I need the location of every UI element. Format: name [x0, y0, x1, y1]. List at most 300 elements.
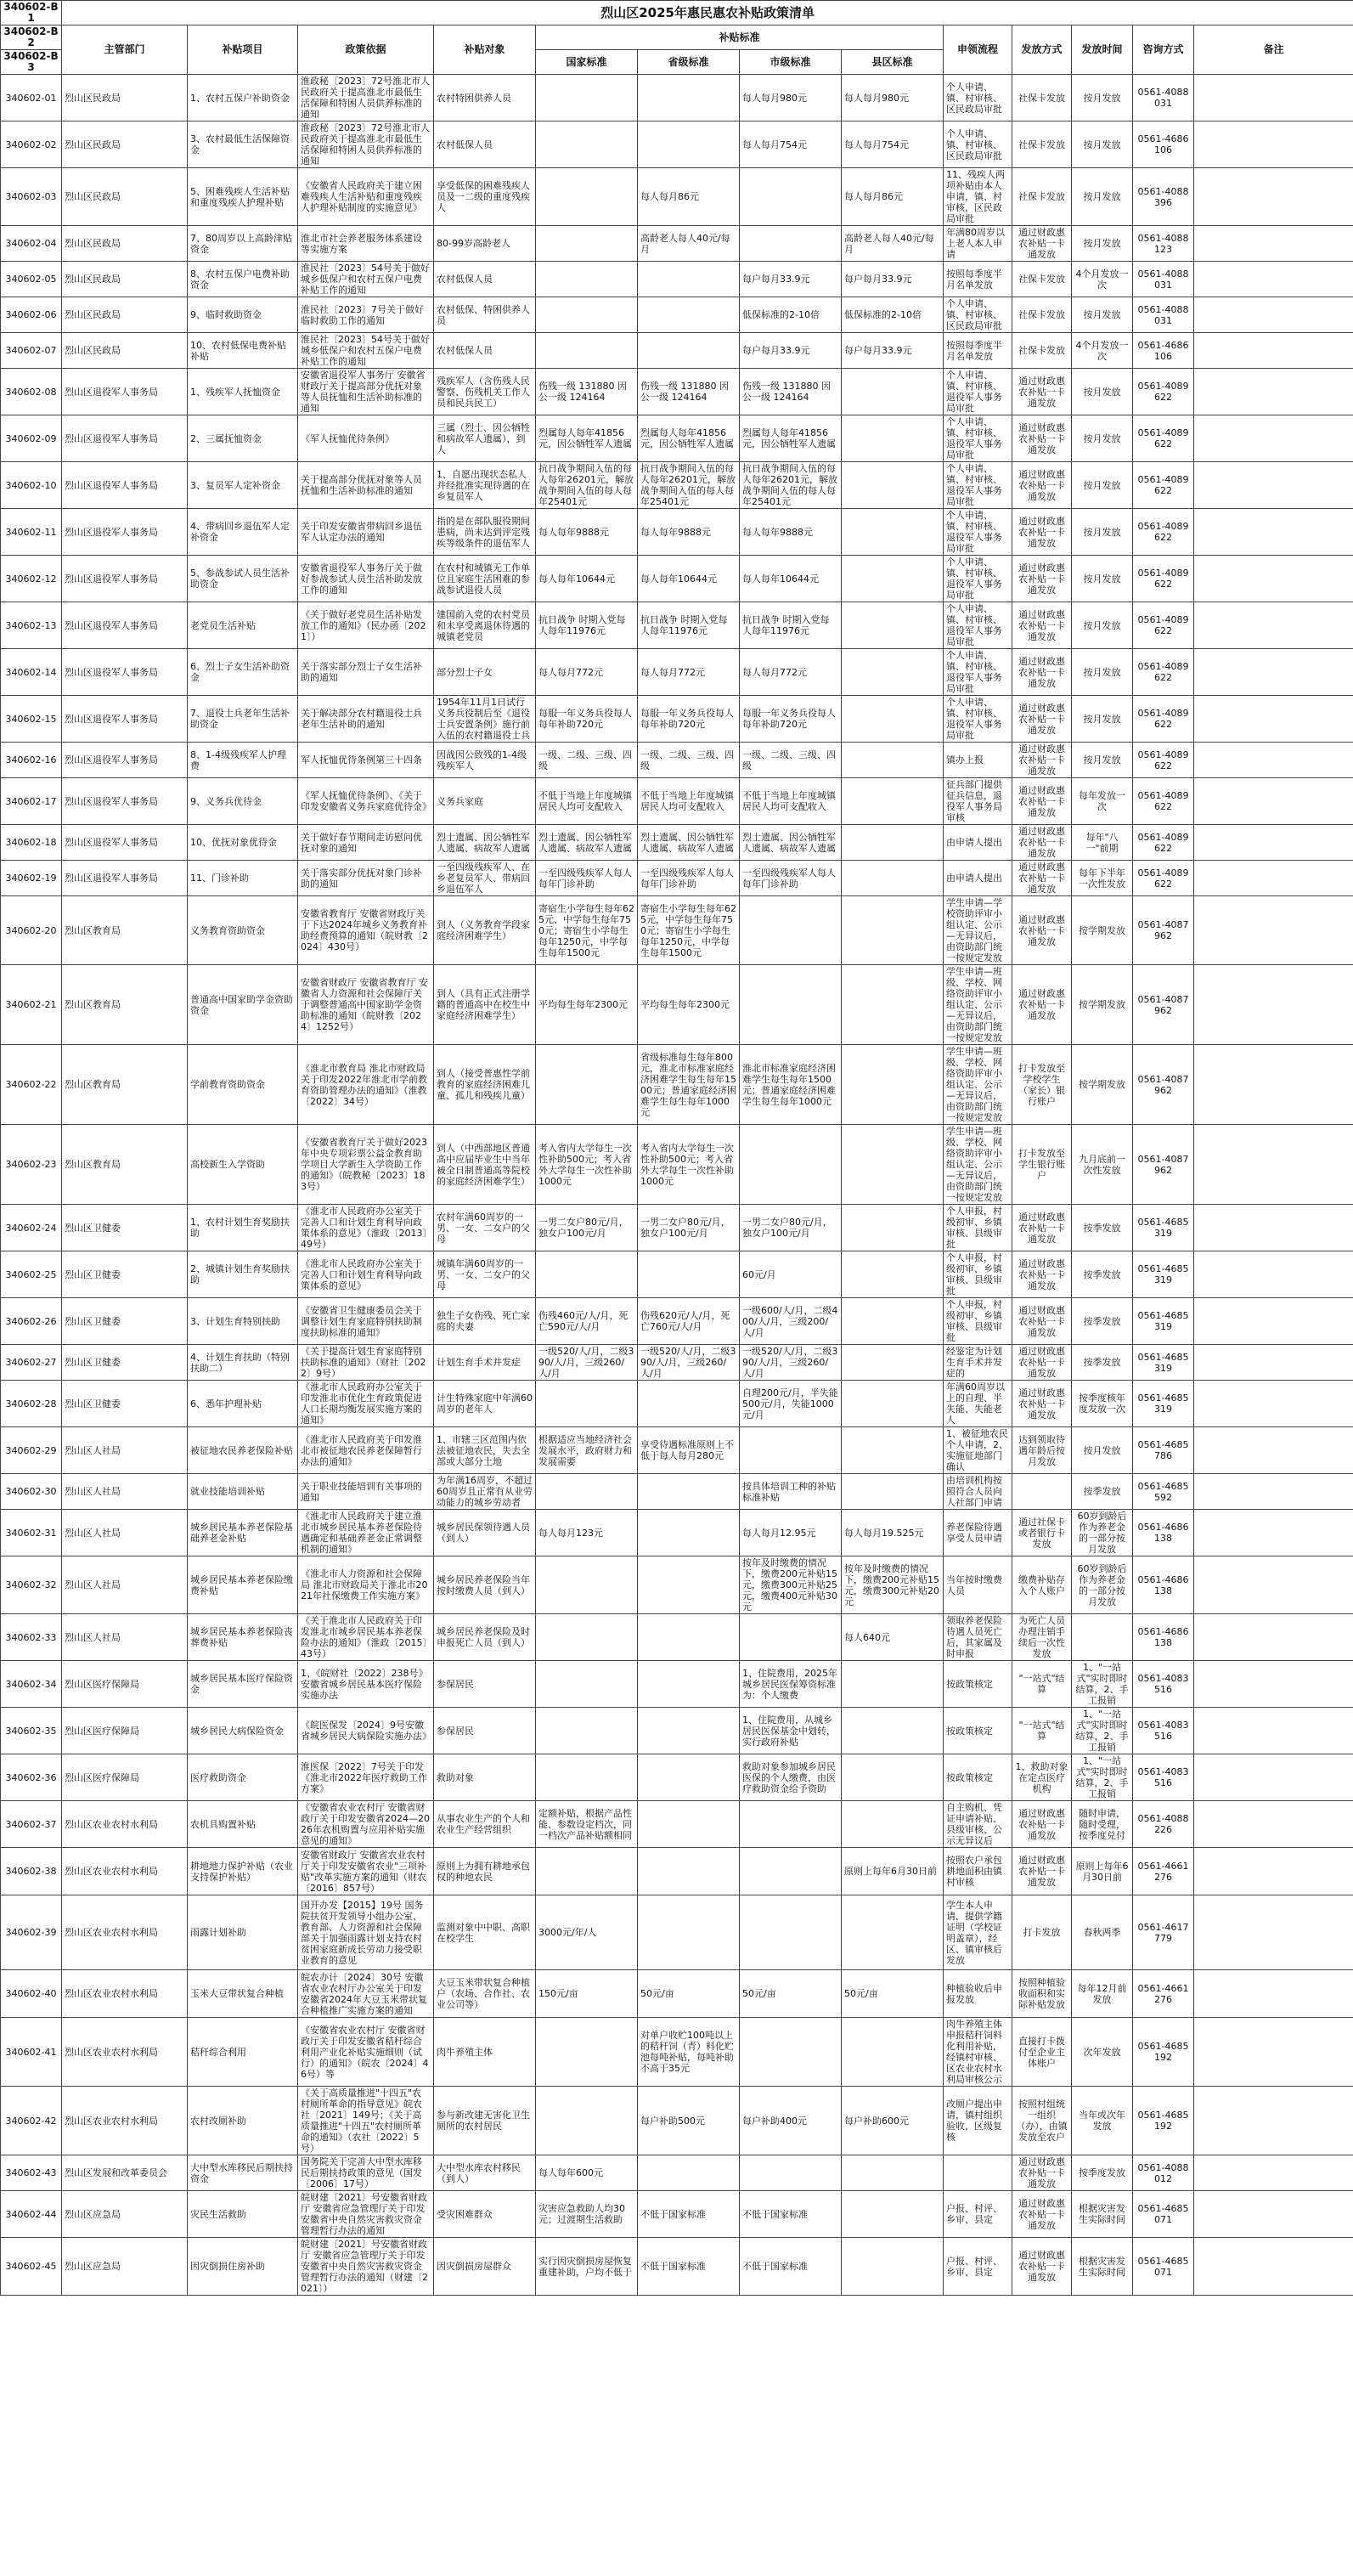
row-target: 因灾倒损房屋群众 [434, 2238, 536, 2296]
row-item: 大中型水库移民后期扶持资金 [188, 2155, 298, 2191]
row-dept: 烈山区民政局 [62, 333, 188, 369]
row-provincial: 抗日战争期间入伍的每人每年26201元，解放战争期间入伍的每人每年25401元 [638, 462, 740, 509]
row-item: 9、临时救助资金 [188, 297, 298, 333]
header-county: 县区标准 [842, 50, 944, 75]
row-target: 参保居民 [434, 1661, 536, 1708]
row-method: 为死亡人员办理注销手续后一次性发放 [1012, 1614, 1072, 1661]
row-target: 农村低保人员 [434, 333, 536, 369]
row-method: 通过财政惠农补贴一卡通发放 [1012, 1251, 1072, 1298]
row-national: 不低于当地上年度城镇居民人均可支配收入 [536, 778, 638, 825]
row-dept: 烈山区人社局 [62, 1510, 188, 1556]
row-basis: 《关于高质量推进"十四五"农村厕所革命的指导意见》皖农社〔2021〕149号；《关于高质量推进"十四五"农村厕所革命的通知》（农社〔2022〕5号） [298, 2087, 434, 2155]
row-provincial: 对单户收贮100吨以上的秸秆饲（青）料化贮池每吨补贴，每吨补助不高于35元 [638, 2018, 740, 2087]
row-time: 按月发放 [1072, 75, 1133, 121]
row-dept: 烈山区退役军人事务局 [62, 825, 188, 861]
row-code: 340602-21 [1, 965, 62, 1045]
row-national [536, 297, 638, 333]
row-provincial [638, 75, 740, 121]
row-note [1194, 1045, 1353, 1125]
row-provincial [638, 1251, 740, 1298]
row-city [740, 965, 842, 1045]
row-provincial: 伤残一级 131880 因公一级 124164 [638, 369, 740, 415]
row-note [1194, 226, 1353, 262]
row-target: 80-99岁高龄老人 [434, 226, 536, 262]
row-code: 340602-01 [1, 75, 62, 121]
row-basis: 《淮北市人民政府关于建立淮北市城乡居民基本养老保险待遇确定和基础养老金正常调整机制的通知》 [298, 1510, 434, 1556]
row-time: 按月发放 [1072, 1427, 1133, 1474]
row-basis: 国开办发【2015】19号 国务院扶贫开发领导小组办公室、教育部、人力资源和社会保障部关于加强雨露计划支持农村贫困家庭新成长劳动力接受职业教育的意见 [298, 1895, 434, 1970]
row-method: 通过财政惠农补贴一卡通发放 [1012, 2191, 1072, 2238]
row-note [1194, 649, 1353, 696]
row-time: 按月发放 [1072, 121, 1133, 168]
row-county [842, 1345, 944, 1381]
row-national [536, 2018, 638, 2087]
row-item: 1、农村五保户补助资金 [188, 75, 298, 121]
row-item: 4、带病回乡退伍军人定补资金 [188, 509, 298, 556]
row-county [842, 1661, 944, 1708]
table-row [1, 369, 1353, 415]
row-time: 4个月发放一次 [1072, 262, 1133, 297]
table-row [1, 1251, 1353, 1298]
row-process: 个人申请、镇、村审核、区民政局审批 [944, 75, 1012, 121]
row-contact: 0561-4685319 [1133, 1205, 1194, 1251]
row-dept: 烈山区卫健委 [62, 1381, 188, 1427]
row-target: 义务兵家庭 [434, 778, 536, 825]
row-item: 8、1-4级残疾军人护理费 [188, 743, 298, 778]
row-note [1194, 1708, 1353, 1754]
row-target: 残疾军人（含伤残人民警察、伤残机关工作人员和民兵民工） [434, 369, 536, 415]
row-county: 每人每月980元 [842, 75, 944, 121]
row-process: 年满60周岁以上的自理、半失能、失能老人 [944, 1381, 1012, 1427]
row-county [842, 1427, 944, 1474]
row-national: 实行因灾倒损房屋恢复重建补助，户均不低于 [536, 2238, 638, 2296]
row-time: 按季发放 [1072, 1205, 1133, 1251]
row-method: 通过财政惠农补贴一卡通发放 [1012, 896, 1072, 965]
row-national [536, 1251, 638, 1298]
row-method: 通过财政惠农补贴一卡通发放 [1012, 226, 1072, 262]
row-time: 次年发放 [1072, 2018, 1133, 2087]
row-basis: 《安徽省人民政府关于建立困难残疾人生活补贴和重度残疾人护理补贴制度的实施意见》 [298, 168, 434, 226]
row-process: 种植验收后申报发放 [944, 1970, 1012, 2018]
row-county [842, 1125, 944, 1205]
row-provincial [638, 1708, 740, 1754]
row-method: 打卡发放至学生银行账户 [1012, 1125, 1072, 1205]
row-process: 个人申请、镇、村审核、退役军人事务局审批 [944, 509, 1012, 556]
row-process: 经鉴定为计划生育手术并发症的 [944, 1345, 1012, 1381]
row-basis: 关于提高部分优抚对象等人员抚恤和生活补助标准的通知 [298, 462, 434, 509]
row-target: 在农村和城镇无工作单位且家庭生活困难的参战参试退役人员 [434, 556, 536, 602]
row-basis: 皖财建〔2021〕号安徽省财政厅 安徽省应急管理厅关于印发安徽省中央自然灾害救灾资金管理暂行办法的通知 [298, 2191, 434, 2238]
row-dept: 烈山区医疗保障局 [62, 1754, 188, 1801]
table-row [1, 1895, 1353, 1970]
row-time: 九月底前一次性发放 [1072, 1125, 1133, 1205]
table-row [1, 2087, 1353, 2155]
row-dept: 烈山区卫健委 [62, 1345, 188, 1381]
row-process: 年满80周岁以上老人本人申请 [944, 226, 1012, 262]
row-dept: 烈山区人社局 [62, 1556, 188, 1614]
row-method: 社保卡发放 [1012, 168, 1072, 226]
row-city: 每户补助400元 [740, 2087, 842, 2155]
row-city: 不低于国家标准 [740, 2191, 842, 2238]
row-time: 根据灾害发生实际时间 [1072, 2238, 1133, 2296]
row-county [842, 1045, 944, 1125]
row-code: 340602-37 [1, 1801, 62, 1848]
row-provincial [638, 1510, 740, 1556]
row-county [842, 2155, 944, 2191]
row-national: 抗日战争期间入伍的每人每年26201元，解放战争期间入伍的每人每年25401元 [536, 462, 638, 509]
row-time [1072, 1614, 1133, 1661]
row-method: 通过财政惠农补贴一卡通发放 [1012, 1801, 1072, 1848]
row-time: 按月发放 [1072, 743, 1133, 778]
row-national [536, 75, 638, 121]
row-national [536, 2087, 638, 2155]
header-contact: 咨询方式 [1133, 25, 1194, 75]
row-note [1194, 333, 1353, 369]
row-code: 340602-16 [1, 743, 62, 778]
row-city: 抗日战争 时期入党每人每年11976元 [740, 602, 842, 649]
row-target: 肉牛养殖主体 [434, 2018, 536, 2087]
row-city [740, 1801, 842, 1848]
row-time: 每年"八一"前期 [1072, 825, 1133, 861]
row-provincial [638, 262, 740, 297]
row-target: 城乡居民养老保险当年按时缴费人员（到人） [434, 1556, 536, 1614]
row-provincial [638, 121, 740, 168]
row-county: 每户每月33.9元 [842, 333, 944, 369]
row-city [740, 896, 842, 965]
row-time: 1、"一站式"实时即时结算，2、手工报销 [1072, 1661, 1133, 1708]
row-note [1194, 262, 1353, 297]
row-item: 1、农村计划生育奖励扶助 [188, 1205, 298, 1251]
row-note [1194, 75, 1353, 121]
row-item: 被征地农民养老保险补贴 [188, 1427, 298, 1474]
row-national [536, 333, 638, 369]
row-process: 个人申请、镇、村审核、退役军人事务局审批 [944, 556, 1012, 602]
row-dept: 烈山区退役军人事务局 [62, 556, 188, 602]
row-county [842, 1754, 944, 1801]
row-national: 一级、二级、三级、四级 [536, 743, 638, 778]
row-dept: 烈山区人社局 [62, 1614, 188, 1661]
row-time: 1、"一站式"实时即时结算，2、手工报销 [1072, 1708, 1133, 1754]
row-target: 监测对象中中职、高职在校学生 [434, 1895, 536, 1970]
row-national: 灾害应急救助人均30元；过渡期生活救助 [536, 2191, 638, 2238]
row-process: 个人申请、镇、村审核、退役军人事务局审批 [944, 649, 1012, 696]
row-city: 救助对象参加城乡居民医保的个人缴费，由医疗救助资金给予资助 [740, 1754, 842, 1801]
row-time: 按学期发放 [1072, 965, 1133, 1045]
row-target: 独生子女伤残、死亡家庭的夫妻 [434, 1298, 536, 1345]
row-dept: 烈山区农业农村水利局 [62, 2087, 188, 2155]
table-row [1, 1556, 1353, 1614]
row-contact: 0561-4686138 [1133, 1556, 1194, 1614]
row-method: 打卡发放至学校学生（家长）银行账户 [1012, 1045, 1072, 1125]
row-note [1194, 896, 1353, 965]
row-note [1194, 1661, 1353, 1708]
row-time: 根据灾害发生实际时间 [1072, 2191, 1133, 2238]
row-dept: 烈山区医疗保障局 [62, 1708, 188, 1754]
row-note [1194, 1205, 1353, 1251]
row-county [842, 1251, 944, 1298]
header-basis: 政策依据 [298, 25, 434, 75]
row-city: 每人每月12.95元 [740, 1510, 842, 1556]
row-dept: 烈山区教育局 [62, 1045, 188, 1125]
table-row [1, 1661, 1353, 1708]
row-code: 340602-12 [1, 556, 62, 602]
row-contact: 0561-4089622 [1133, 825, 1194, 861]
row-county [842, 1708, 944, 1754]
row-method: 通过财政惠农补贴一卡通发放 [1012, 462, 1072, 509]
row-target: 三属（烈士、因公牺牲和病故军人遗属），到人 [434, 415, 536, 462]
row-contact: 0561-4088031 [1133, 262, 1194, 297]
row-city: 一男二女户80元/月，独女户100元/月 [740, 1205, 842, 1251]
row-provincial: 平均每生每年2300元 [638, 965, 740, 1045]
row-item: 义务教育资助资金 [188, 896, 298, 965]
row-national: 每人每月772元 [536, 649, 638, 696]
row-basis: 《淮北市人民政府办公室关于印发淮北市优化生育政策促进人口长期均衡发展实施方案的通知》 [298, 1381, 434, 1427]
table-row [1, 1427, 1353, 1474]
row-code: 340602-19 [1, 861, 62, 896]
row-item: 农机具购置补贴 [188, 1801, 298, 1848]
row-city [740, 1848, 842, 1895]
row-time: 每年发放一次 [1072, 778, 1133, 825]
row-dept: 烈山区人社局 [62, 1427, 188, 1474]
row-item: 就业技能培训补贴 [188, 1474, 298, 1510]
row-time: 按月发放 [1072, 369, 1133, 415]
row-county [842, 2018, 944, 2087]
row-city [740, 168, 842, 226]
row-city: 伤残一级 131880 因公一级 124164 [740, 369, 842, 415]
row-dept: 烈山区退役军人事务局 [62, 696, 188, 743]
row-county [842, 1205, 944, 1251]
row-contact: 0561-4089622 [1133, 415, 1194, 462]
row-contact: 0561-4089622 [1133, 602, 1194, 649]
row-contact: 0561-4083516 [1133, 1754, 1194, 1801]
row-provincial: 不低于国家标准 [638, 2191, 740, 2238]
row-method: 打卡发放 [1012, 1895, 1072, 1970]
row-target: 农村低保人员 [434, 262, 536, 297]
row-dept: 烈山区农业农村水利局 [62, 1970, 188, 2018]
row-process: 领取养老保险待遇人员死亡后，其家属及时申报 [944, 1614, 1012, 1661]
row-city: 一级、二级、三级、四级 [740, 743, 842, 778]
row-note [1194, 1474, 1353, 1510]
row-method: 通过财政惠农补贴一卡通发放 [1012, 369, 1072, 415]
row-item: 7、退役士兵老年生活补助资金 [188, 696, 298, 743]
row-national: 伤残一级 131880 因公一级 124164 [536, 369, 638, 415]
row-item: 因灾倒损住房补助 [188, 2238, 298, 2296]
row-code: 340602-41 [1, 2018, 62, 2087]
row-dept: 烈山区应急局 [62, 2191, 188, 2238]
row-target: 城乡居民保领待遇人员（到人） [434, 1510, 536, 1556]
row-dept: 烈山区医疗保障局 [62, 1661, 188, 1708]
table-row [1, 226, 1353, 262]
row-dept: 烈山区退役军人事务局 [62, 861, 188, 896]
row-method: 通过财政惠农补贴一卡通发放 [1012, 1298, 1072, 1345]
row-method: 通过财政惠农补贴一卡通发放 [1012, 1345, 1072, 1381]
row-code: 340602-26 [1, 1298, 62, 1345]
row-county [842, 2191, 944, 2238]
row-dept: 烈山区退役军人事务局 [62, 778, 188, 825]
row-note [1194, 1298, 1353, 1345]
header-time: 发放时间 [1072, 25, 1133, 75]
row-target: 农村年满60周岁的一男、一女、二女户的父母 [434, 1205, 536, 1251]
row-dept: 烈山区农业农村水利局 [62, 1895, 188, 1970]
row-county: 低保标准的2-10倍 [842, 297, 944, 333]
row-process: 学生申请—班级、学校、网络资助评审小组认定、公示—无异议后，由资助部门统一按规定发放 [944, 1045, 1012, 1125]
row-national: 平均每生每年2300元 [536, 965, 638, 1045]
row-time: 按季发放 [1072, 1474, 1133, 1510]
table-row [1, 1801, 1353, 1848]
row-county [842, 602, 944, 649]
row-basis: 安徽省退役军人事务厅 安徽省财政厅关于提高部分优抚对象等人员抚恤和生活补助标准的通知 [298, 369, 434, 415]
row-basis: 淮民社〔2023〕7号关于做好临时救助工作的通知 [298, 297, 434, 333]
table-row [1, 1298, 1353, 1345]
row-county: 原则上每年6月30日前 [842, 1848, 944, 1895]
row-national [536, 262, 638, 297]
row-basis: 《淮北市人力资源和社会保障局 淮北市财政局关于淮北市2021年社保缴费工作实施方案》 [298, 1556, 434, 1614]
row-city [740, 1427, 842, 1474]
row-national [536, 1556, 638, 1614]
header-target: 补贴对象 [434, 25, 536, 75]
row-process: 肉牛养殖主体申报秸秆饲料化利用补贴，经镇村审核、区农业农村水利局审核公示 [944, 2018, 1012, 2087]
row-code: 340602-36 [1, 1754, 62, 1801]
header-national: 国家标准 [536, 50, 638, 75]
table-row [1, 896, 1353, 965]
row-city: 烈属每人每年41856元，因公牺牲军人遗属 [740, 415, 842, 462]
row-city: 1、住院费用，从城乡居民医保基金中划转，实行政府补贴 [740, 1708, 842, 1754]
row-city: 按具体培训工种的补贴标准补贴 [740, 1474, 842, 1510]
row-code: 340602-20 [1, 896, 62, 965]
header-item: 补贴项目 [188, 25, 298, 75]
row-basis: 淮医保〔2022〕7号关于印发《淮北市2022年医疗救助工作方案》 [298, 1754, 434, 1801]
row-note [1194, 297, 1353, 333]
row-time: 按季度核年度发放一次 [1072, 1381, 1133, 1427]
row-time: 1、"一站式"实时即时结算，2、手工报销 [1072, 1754, 1133, 1801]
row-note [1194, 2155, 1353, 2191]
row-process: 由申请人提出 [944, 825, 1012, 861]
row-provincial [638, 1848, 740, 1895]
table-row [1, 602, 1353, 649]
row-code: 340602-34 [1, 1661, 62, 1708]
row-national: 抗日战争 时期入党每人每年11976元 [536, 602, 638, 649]
row-provincial [638, 297, 740, 333]
row-target: 到人（具有正式注册学籍的普通高中在校生中家庭经济困难学生） [434, 965, 536, 1045]
row-note [1194, 2238, 1353, 2296]
row-contact: 0561-4686138 [1133, 1614, 1194, 1661]
row-provincial: 高龄老人每人40元/每月 [638, 226, 740, 262]
row-provincial: 考入省内大学每生一次性补助500元；考入省外大学每生一次性补助1000元 [638, 1125, 740, 1205]
row-city [740, 1895, 842, 1970]
row-provincial: 每服一年义务兵役每人每年补助720元 [638, 696, 740, 743]
row-item: 灾民生活救助 [188, 2191, 298, 2238]
table-row [1, 168, 1353, 226]
header-provincial: 省级标准 [638, 50, 740, 75]
table-row [1, 861, 1353, 896]
row-item: 城乡居民基本医疗保险资金 [188, 1661, 298, 1708]
row-provincial: 烈士遗属、因公牺牲军人遗属、病故军人遗属 [638, 825, 740, 861]
row-basis: 国务院关于完善大中型水库移民后期扶持政策的意见（国发〔2006〕17号） [298, 2155, 434, 2191]
row-note [1194, 1125, 1353, 1205]
row-dept: 烈山区民政局 [62, 262, 188, 297]
row-item: 玉米大豆带状复合种植 [188, 1970, 298, 2018]
row-county [842, 509, 944, 556]
row-city: 60元/月 [740, 1251, 842, 1298]
row-time: 按季发放 [1072, 1298, 1133, 1345]
row-method: 通过财政惠农补贴一卡通发放 [1012, 509, 1072, 556]
row-national: 150元/亩 [536, 1970, 638, 2018]
row-item: 城乡居民大病保险资金 [188, 1708, 298, 1754]
row-dept: 烈山区退役军人事务局 [62, 462, 188, 509]
row-code: 340602-31 [1, 1510, 62, 1556]
row-contact: 0561-4686138 [1133, 1510, 1194, 1556]
row-national [536, 1708, 638, 1754]
row-contact: 0561-4088012 [1133, 2155, 1194, 2191]
row-provincial: 伤残620元/人/月，死亡760元/人/月 [638, 1298, 740, 1345]
row-city: 每人每月980元 [740, 75, 842, 121]
row-provincial: 抗日战争 时期入党每人每年11976元 [638, 602, 740, 649]
row-item: 城乡居民基本养老保险丧葬费补贴 [188, 1614, 298, 1661]
row-item: 农村改厕补助 [188, 2087, 298, 2155]
row-process: 个人申请、镇、村审核、退役军人事务局审批 [944, 602, 1012, 649]
row-code: 340602-03 [1, 168, 62, 226]
row-item: 10、农村低保电费补贴补贴 [188, 333, 298, 369]
row-method: 通过财政惠农补贴一卡通发放 [1012, 649, 1072, 696]
row-note [1194, 696, 1353, 743]
row-county [842, 696, 944, 743]
row-note [1194, 1895, 1353, 1970]
row-national [536, 1754, 638, 1801]
row-national [536, 226, 638, 262]
row-note [1194, 1556, 1353, 1614]
row-county [842, 415, 944, 462]
row-code: 340602-06 [1, 297, 62, 333]
header-dept: 主管部门 [62, 25, 188, 75]
table-row [1, 333, 1353, 369]
row-target: 计生特殊家庭中年满60周岁的老年人 [434, 1381, 536, 1427]
code-b2: 340602-B2 [1, 25, 62, 50]
row-national [536, 1381, 638, 1427]
row-time: 每年下半年一次性发放 [1072, 861, 1133, 896]
row-method: 通过财政惠农补贴一卡通发放 [1012, 1381, 1072, 1427]
row-item: 学前教育资助资金 [188, 1045, 298, 1125]
row-process: 个人申请、镇、村审核、区民政局审批 [944, 297, 1012, 333]
row-target: 一至四级残疾军人、在乡老复员军人、带病回乡退伍军人 [434, 861, 536, 896]
row-time: 随时申请，随时受理，按季度兑付 [1072, 1801, 1133, 1848]
row-code: 340602-17 [1, 778, 62, 825]
row-note [1194, 2018, 1353, 2087]
row-target: 建国前入党的农村党员和未享受离退休待遇的城镇老党员 [434, 602, 536, 649]
row-provincial [638, 1556, 740, 1614]
row-contact: 0561-4685319 [1133, 1298, 1194, 1345]
row-basis: 皖财建〔2021〕号安徽省财政厅 安徽省应急管理厅关于印发安徽省中央自然灾害救灾资金管理暂行办法的通知（财建〔2021〕） [298, 2238, 434, 2296]
row-method: 通过财政惠农补贴一卡通发放 [1012, 861, 1072, 896]
row-basis: 《皖医保发〔2024〕9号安徽省城乡居民大病保险实施办法》 [298, 1708, 434, 1754]
row-contact: 0561-4685192 [1133, 2018, 1194, 2087]
row-item: 高校新生入学资助 [188, 1125, 298, 1205]
row-county: 高龄老人每人40元/每月 [842, 226, 944, 262]
row-process: 个人申请、镇、村审核、退役军人事务局审批 [944, 415, 1012, 462]
row-basis: 关于印发安徽省带病回乡退伍军人认定办法的通知 [298, 509, 434, 556]
row-contact: 0561-4661276 [1133, 1848, 1194, 1895]
row-county: 每人每月19.525元 [842, 1510, 944, 1556]
row-county [842, 369, 944, 415]
row-process: 由培训机构按照符合人员向人社部门申请 [944, 1474, 1012, 1510]
row-target: 农村特困供养人员 [434, 75, 536, 121]
row-note [1194, 1251, 1353, 1298]
row-target: 到人（中西部地区普通高中应届毕业生中当年被全日制普通高等院校的家庭经济困难学生） [434, 1125, 536, 1205]
row-county [842, 462, 944, 509]
row-city: 低保标准的2-10倍 [740, 297, 842, 333]
row-dept: 烈山区卫健委 [62, 1251, 188, 1298]
row-provincial: 省级标准每生每年800元，淮北市标准家庭经济困难学生每生每年1500元；普通家庭经济困难学生每生每年1000元 [638, 1045, 740, 1125]
row-contact: 0561-4089622 [1133, 649, 1194, 696]
